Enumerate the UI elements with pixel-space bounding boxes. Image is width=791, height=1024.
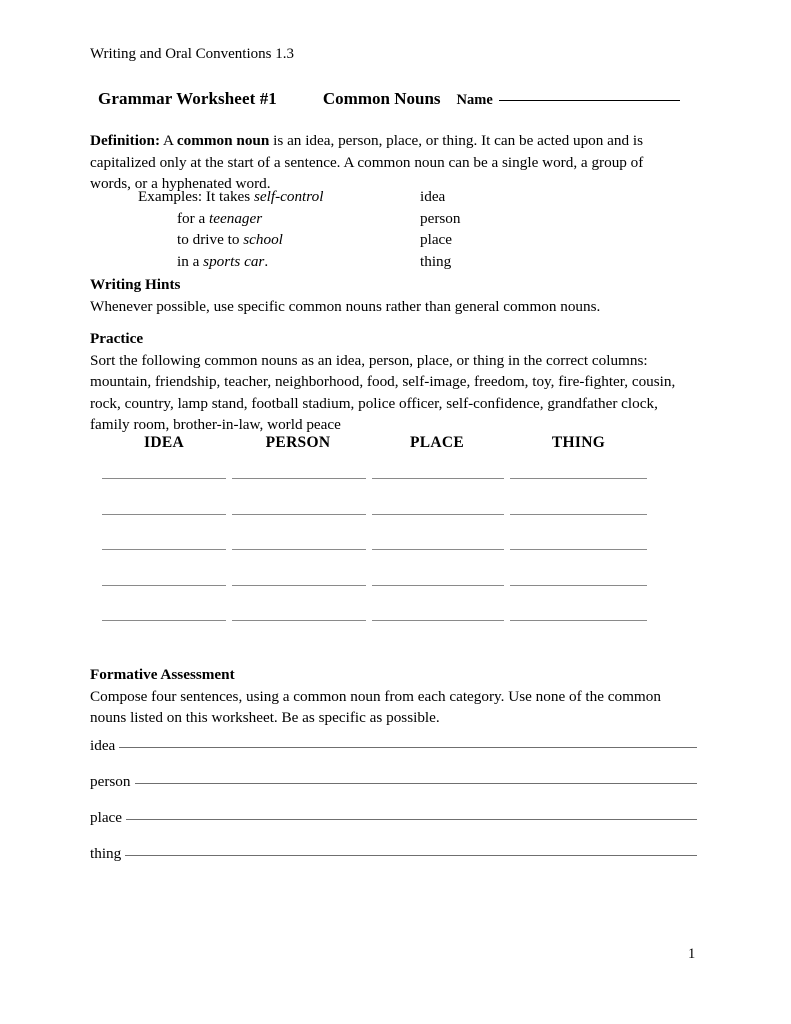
answer-blank-place[interactable] — [372, 514, 504, 515]
name-input-line[interactable] — [499, 100, 680, 101]
example-plain-before: in a — [177, 252, 204, 270]
answer-blank-thing[interactable] — [510, 478, 647, 479]
formative-assessment-body: Compose four sentences, using a common noun from each category. Use none of the common nouns listed on this worksheet. Be as specific as possible. — [90, 687, 661, 726]
example-italic-noun: teenager — [209, 209, 263, 227]
writing-hints-body: Whenever possible, use specific common nouns rather than general common nouns. — [90, 297, 601, 315]
answer-blank-idea[interactable] — [102, 478, 226, 479]
answer-blank-place[interactable] — [372, 620, 504, 621]
sentence-input-place[interactable] — [126, 819, 697, 820]
example-row — [138, 208, 461, 230]
column-header-thing: THING — [551, 434, 606, 451]
example-italic-noun: sports car — [203, 252, 265, 270]
formative-assessment-heading: Formative Assessment — [90, 666, 235, 683]
sentence-input-idea[interactable] — [119, 747, 697, 748]
sentence-answer-lines — [90, 735, 697, 879]
examples-label: Examples: — [138, 188, 203, 205]
answer-blank-person[interactable] — [232, 514, 366, 515]
sort-answer-grid — [102, 470, 647, 648]
example-italic-noun: school — [243, 231, 283, 248]
formative-assessment-section — [90, 664, 690, 729]
answer-blank-place[interactable] — [372, 478, 504, 479]
page-number: 1 — [688, 946, 696, 962]
name-label: Name — [456, 92, 493, 108]
answer-blank-thing[interactable] — [510, 549, 647, 550]
answer-blank-person[interactable] — [232, 549, 366, 550]
example-category: idea — [420, 188, 446, 205]
sort-column-headers — [102, 434, 647, 456]
example-category: person — [420, 209, 461, 227]
running-head: Writing and Oral Conventions 1.3 — [90, 46, 294, 62]
grid-row — [102, 541, 647, 577]
example-category: thing — [420, 252, 452, 270]
example-plain-before: to drive to — [177, 231, 244, 248]
definition-text-part2: is an idea, person, place, or thing. It can be acted upon and is capitalized only at the start of a sentence. A common noun can be a single word, a group of words, or a hyphenated word. — [90, 132, 644, 192]
page-title: Grammar Worksheet #1 — [98, 89, 277, 108]
example-plain-before: for a — [177, 209, 210, 227]
sentence-label-person: person — [90, 773, 131, 790]
sentence-label-idea: idea — [90, 737, 116, 754]
sentence-row-thing — [90, 843, 697, 879]
examples-block — [138, 186, 461, 272]
example-phrase — [138, 251, 420, 273]
writing-hints-heading: Writing Hints — [90, 276, 181, 293]
title-row — [98, 89, 680, 109]
practice-section — [90, 328, 697, 436]
sentence-row-place — [90, 807, 697, 843]
page-subtitle: Common Nouns — [322, 89, 441, 108]
practice-heading: Practice — [90, 330, 144, 347]
example-row — [138, 251, 461, 273]
answer-blank-thing[interactable] — [510, 620, 647, 621]
example-plain-after: . — [264, 252, 269, 270]
grid-row — [102, 612, 647, 648]
example-row — [138, 186, 461, 208]
example-plain-before: It takes — [202, 188, 254, 205]
answer-blank-thing[interactable] — [510, 585, 647, 586]
answer-blank-idea[interactable] — [102, 514, 226, 515]
example-phrase — [138, 208, 420, 230]
answer-blank-place[interactable] — [372, 549, 504, 550]
sentence-input-thing[interactable] — [125, 855, 697, 856]
definition-text-part1: A — [160, 132, 177, 149]
answer-blank-person[interactable] — [232, 478, 366, 479]
answer-blank-thing[interactable] — [510, 514, 647, 515]
grid-row — [102, 470, 647, 506]
sentence-row-person — [90, 771, 697, 807]
sentence-label-thing: thing — [90, 845, 122, 862]
sentence-label-place: place — [90, 809, 123, 826]
practice-noun-list: mountain, friendship, teacher, neighborhood, food, self-image, freedom, toy, fire-fighter, cousin, rock, country, lamp stand, football stadium, police officer, self-confidence, grandfather clock, family room, brother-in-law, world peace — [90, 373, 676, 433]
example-phrase — [138, 186, 420, 208]
definition-paragraph — [90, 130, 670, 195]
example-phrase — [138, 229, 420, 251]
practice-instruction: Sort the following common nouns as an idea, person, place, or thing in the correct columns: — [90, 351, 648, 369]
definition-heading: Definition: — [90, 132, 161, 149]
definition-term: common noun — [176, 132, 270, 149]
answer-blank-place[interactable] — [372, 585, 504, 586]
sentence-input-person[interactable] — [135, 783, 698, 784]
example-category: place — [420, 231, 453, 248]
answer-blank-idea[interactable] — [102, 620, 226, 621]
column-header-place: PLACE — [409, 434, 465, 451]
grid-row — [102, 506, 647, 542]
answer-blank-idea[interactable] — [102, 585, 226, 586]
answer-blank-idea[interactable] — [102, 549, 226, 550]
sentence-row-idea — [90, 735, 697, 771]
answer-blank-person[interactable] — [232, 585, 366, 586]
example-row — [138, 229, 461, 251]
example-italic-noun: self-control — [253, 188, 324, 205]
grid-row — [102, 577, 647, 613]
column-header-idea: IDEA — [144, 434, 184, 451]
answer-blank-person[interactable] — [232, 620, 366, 621]
column-header-person: PERSON — [265, 434, 331, 451]
writing-hints-section — [90, 274, 690, 317]
